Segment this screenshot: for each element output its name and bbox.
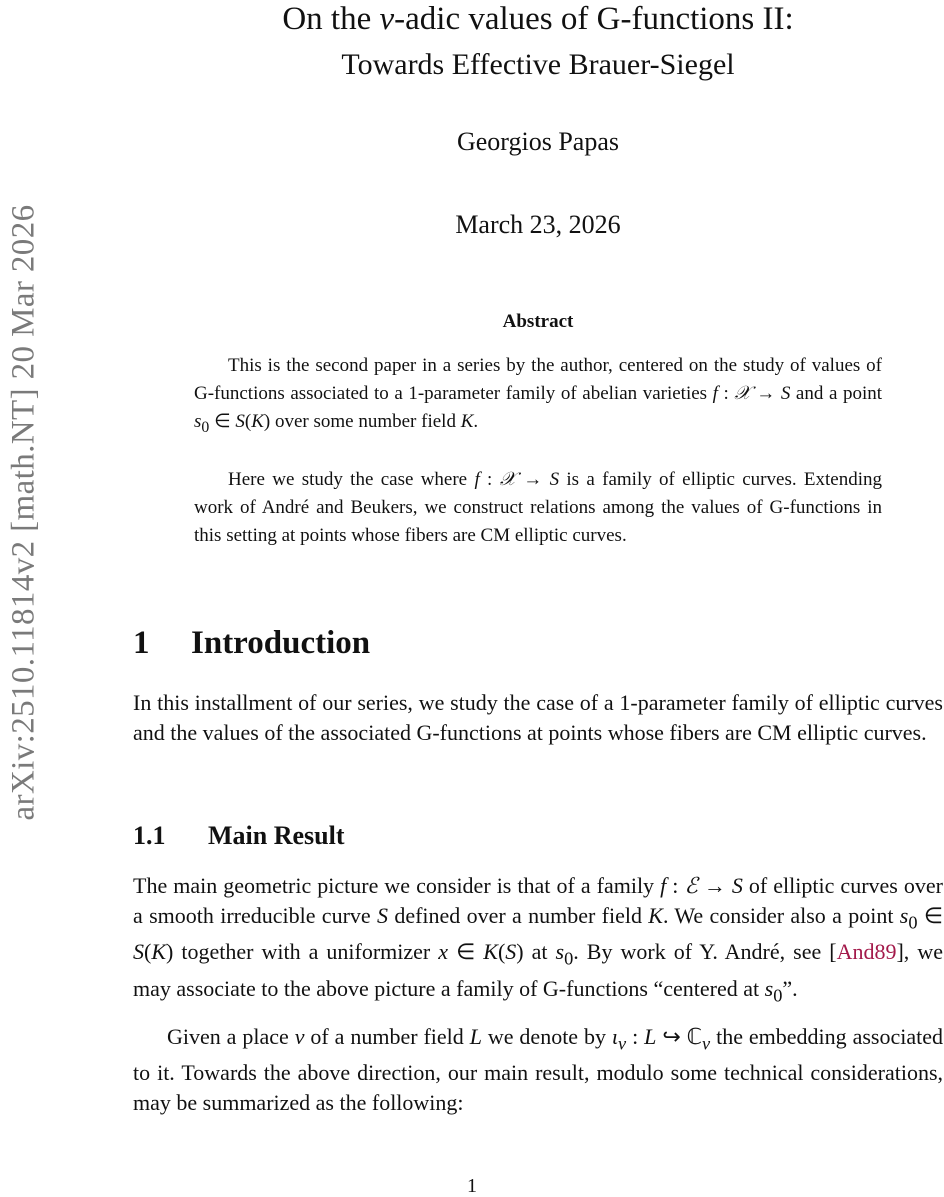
author-name: Georgios Papas (456, 127, 619, 156)
abstract-paragraph-2: Here we study the case where f : 𝒳 → S is a family of elliptic curves. Extending work of André and Beukers, we construct relations among the values of G-functions in this setting at points whose fibers are CM elliptic curves. (194, 469, 882, 546)
main-result-paragraph-2: Given a place v of a number field L we denote by $\iota_v$ : L ↪ ℂ$_v$ the embedding associated to it. Towards the above direction, our main result, modulo some technical considerations, may be summarized as the following: (133, 1024, 943, 1116)
title-math-v: v (379, 1, 395, 37)
section-number: 1 (133, 625, 150, 661)
paper-title (133, 0, 943, 38)
introduction-paragraph: In this installment of our series, we study the case of a 1-parameter family of elliptic curves and the values of the associated G-functions at points whose fibers are CM elliptic curves. (133, 690, 943, 745)
title-suffix: -adic values of G-functions II: (394, 1, 794, 37)
subsection-number: 1.1 (133, 821, 166, 850)
section-title: Introduction (191, 625, 371, 661)
arxiv-watermark (6, 122, 42, 902)
paper-date: March 23, 2026 (455, 210, 621, 239)
arxiv-identifier: arXiv:2510.11814v2 [math.NT] 20 Mar 2026 (5, 203, 42, 821)
title-prefix: On the (282, 1, 380, 37)
subsection-title: Main Result (208, 821, 345, 850)
page-number: 1 (467, 1175, 477, 1197)
paper-subtitle: Towards Effective Brauer-Siegel (341, 48, 735, 81)
citation-link-and89[interactable]: And89 (836, 939, 897, 965)
abstract-heading: Abstract (502, 311, 574, 332)
subsection-heading-main-result (133, 819, 345, 853)
main-result-paragraph-1: The main geometric picture we consider is that of a family f : ℰ → S of elliptic curves over a smooth irreducible curve S defined over a number field K. We consider also a point $s_0$ ∈ S(K) together with a uniformizer x ∈ K(S) at $s_0$. By work of Y. André, see [And89], we may associate to the above picture a family of G-functions “centered at $s_0$”. (133, 873, 943, 1006)
abstract-paragraph-1: This is the second paper in a series by the author, centered on the study of values of G-functions associated to a 1-parameter family of abelian varieties f : 𝒳 → S and a point $s_0$ ∈ S(K) over some number field K. (194, 355, 883, 436)
section-heading-introduction (133, 622, 370, 664)
